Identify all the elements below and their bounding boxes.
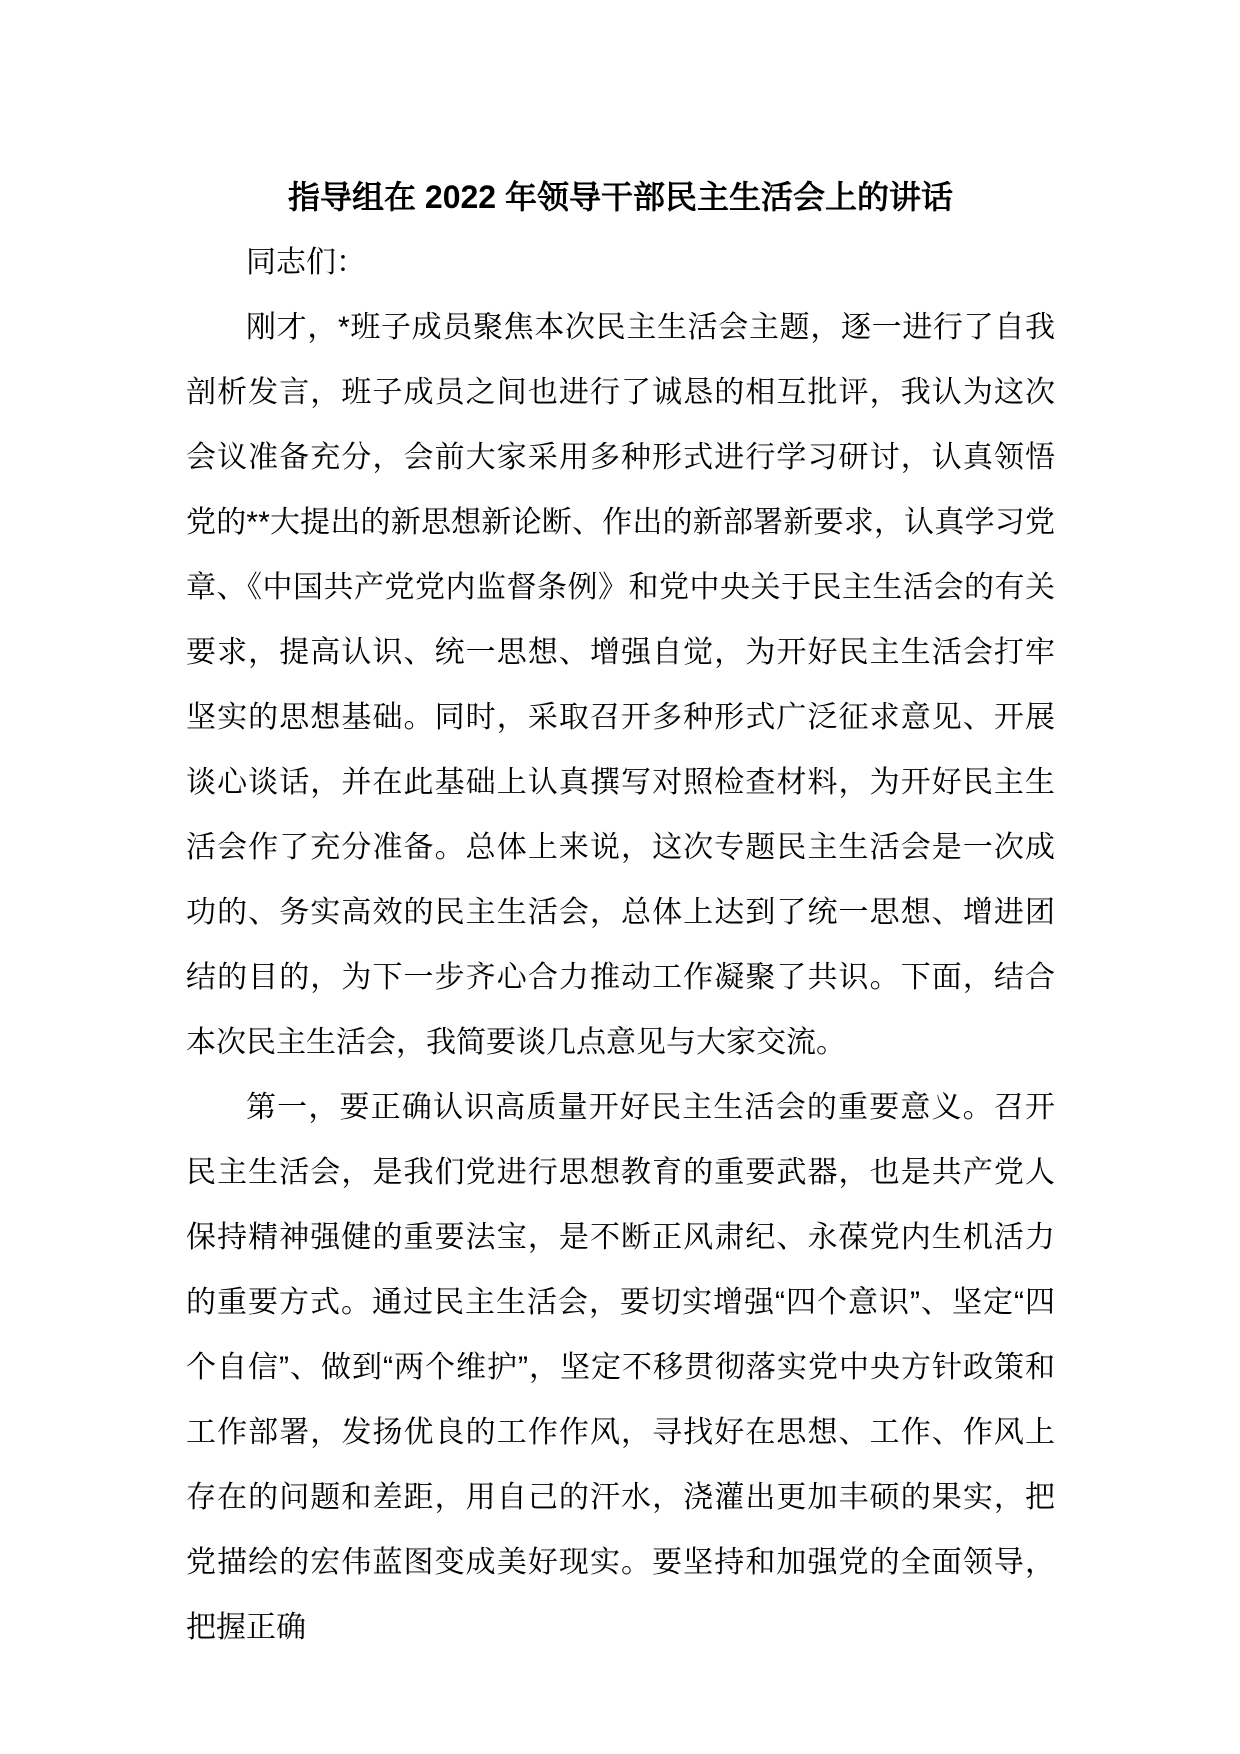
paragraph-first-point: 第一，要正确认识高质量开好民主生活会的重要意义。召开民主生活会，是我们党进行思想教育的重要武器，也是共产党人保持精神强健的重要法宝，是不断正风肃纪、永葆党内生机活力的重要方式。通过民主生活会，要切实增强“四个意识”、坚定“四个自信”、做到“两个维护”，坚定不移贯彻落实党中央方针政策和工作部署，发扬优良的工作作风，寻找好在思想、工作、作风上存在的问题和差距，用自己的汗水，浇灌出更加丰硕的果实，把党描绘的宏伟蓝图变成美好现实。要坚持和加强党的全面领导，把握正确 (186, 1091, 1055, 1644)
document-title: 指导组在 2022 年领导干部民主生活会上的讲话 (288, 179, 953, 215)
paragraph-meeting-summary: 刚才，*班子成员聚焦本次民主生活会主题，逐一进行了自我剖析发言，班子成员之间也进行了诚恳的相互批评，我认为这次会议准备充分，会前大家采用多种形式进行学习研讨，认真领悟党的**大提出的新思想新论断、作出的新部署新要求，认真学习党章、《中国共产党党内监督条例》和党中央关于民主生活会的有关要求，提高认识、统一思想、增强自觉，为开好民主生活会打牢坚实的思想基础。同时，采取召开多种形式广泛征求意见、开展谈心谈话，并在此基础上认真撰写对照检查材料，为开好民主生活会作了充分准备。总体上来说，这次专题民主生活会是一次成功的、务实高效的民主生活会，总体上达到了统一思想、增进团结的目的，为下一步齐心合力推动工作凝聚了共识。下面，结合本次民主生活会，我简要谈几点意见与大家交流。 (186, 311, 1055, 1059)
salutation: 同志们： (246, 246, 366, 279)
